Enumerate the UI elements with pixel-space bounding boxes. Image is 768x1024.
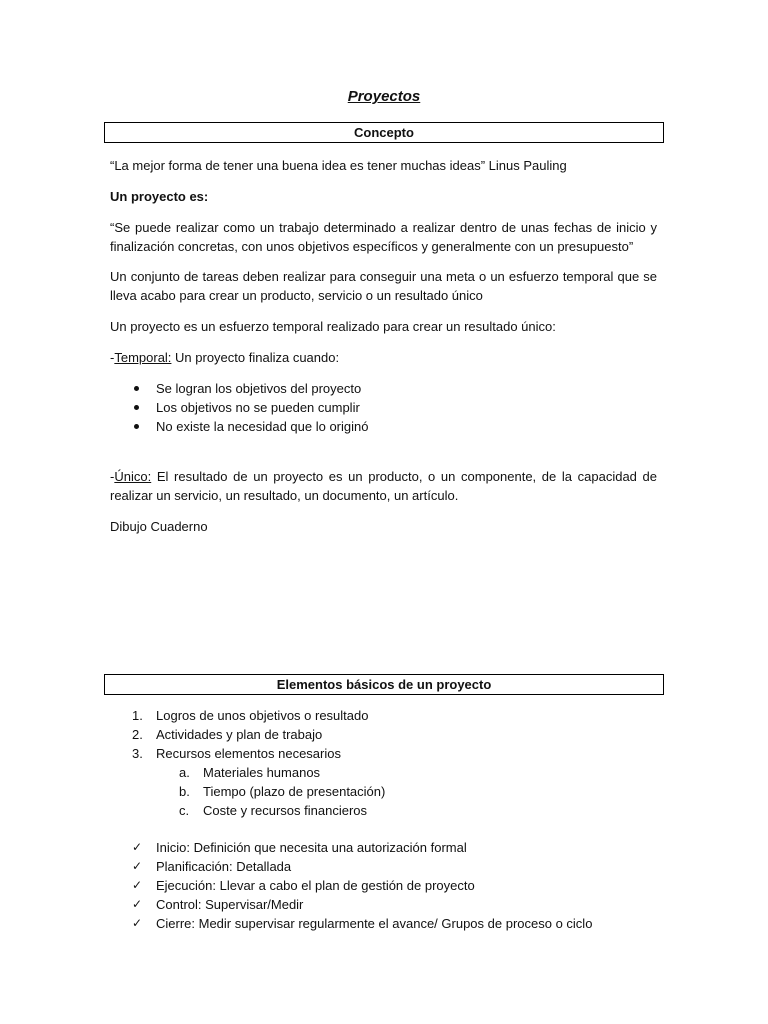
- temporal-label: Temporal:: [114, 350, 172, 365]
- temporal-bullet-list: [156, 379, 656, 436]
- page-title: Proyectos: [347, 88, 421, 105]
- unico-prefix: -: [110, 469, 115, 484]
- list-item: 2. Actividades y plan de trabajo: [132, 727, 323, 742]
- unico-label: Único:: [114, 469, 152, 484]
- sub-item-list: [179, 763, 653, 820]
- list-item: ✓ Ejecución: Llevar a cabo el plan de gestión de proyecto: [132, 878, 475, 893]
- temporal-line: [110, 348, 657, 367]
- temporal-text: Un proyecto finaliza cuando:: [171, 350, 340, 365]
- list-item: a. Materiales humanos: [179, 765, 321, 780]
- checkmark-icon: ✓: [132, 878, 143, 892]
- list-item: Se logran los objetivos del proyecto: [156, 379, 656, 398]
- unico-text: El resultado de un proyecto es un producto, o un componente, de la capacidad de realizar un servicio, un resultado, un documento, un artículo.: [110, 469, 657, 503]
- bullet-icon: [134, 405, 139, 410]
- list-item: 1. Logros de unos objetivos o resultado: [132, 708, 369, 723]
- list-item: No existe la necesidad que lo originó: [156, 417, 656, 436]
- bullet-icon: [134, 424, 139, 429]
- checklist: [132, 838, 656, 933]
- subheading-un-proyecto: Un proyecto es:: [110, 189, 209, 204]
- list-item: ✓ Inicio: Definición que necesita una autorización formal: [132, 840, 467, 855]
- list-item: ✓ Cierre: Medir supervisar regularmente el avance/ Grupos de proceso o ciclo: [132, 916, 593, 931]
- quote-paragraph: “La mejor forma de tener una buena idea es tener muchas ideas” Linus Pauling: [110, 158, 567, 173]
- list-item: ✓ Control: Supervisar/Medir: [132, 897, 304, 912]
- bullet-icon: [134, 386, 139, 391]
- checkmark-icon: ✓: [132, 897, 143, 911]
- paragraph-esfuerzo-temporal: Un proyecto es un esfuerzo temporal realizado para crear un resultado único:: [110, 319, 556, 334]
- unico-paragraph: [110, 467, 657, 505]
- temporal-prefix: -: [110, 350, 115, 365]
- list-item: ✓ Planificación: Detallada: [132, 859, 292, 874]
- paragraph-conjunto-tareas: Un conjunto de tareas deben realizar para conseguir una meta o un esfuerzo temporal que se lleva acabo para crear un producto, servicio o un resultado único: [110, 269, 657, 303]
- checkmark-icon: ✓: [132, 916, 143, 930]
- numbered-list: [132, 706, 656, 763]
- drawing-note: Dibujo Cuaderno: [110, 519, 208, 534]
- section-heading-concepto: Concepto: [104, 122, 664, 143]
- list-item: 3. Recursos elementos necesarios: [132, 746, 341, 761]
- checkmark-icon: ✓: [132, 840, 143, 854]
- checkmark-icon: ✓: [132, 859, 143, 873]
- list-item: c. Coste y recursos financieros: [179, 803, 368, 818]
- list-item: b. Tiempo (plazo de presentación): [179, 784, 386, 799]
- section-heading-elementos: Elementos básicos de un proyecto: [104, 674, 664, 695]
- definition-paragraph: “Se puede realizar como un trabajo determinado a realizar dentro de unas fechas de inicio y finalización concretas, con unos objetivos específicos y generalmente con un presupuesto”: [110, 220, 657, 254]
- list-item: Los objetivos no se pueden cumplir: [156, 398, 656, 417]
